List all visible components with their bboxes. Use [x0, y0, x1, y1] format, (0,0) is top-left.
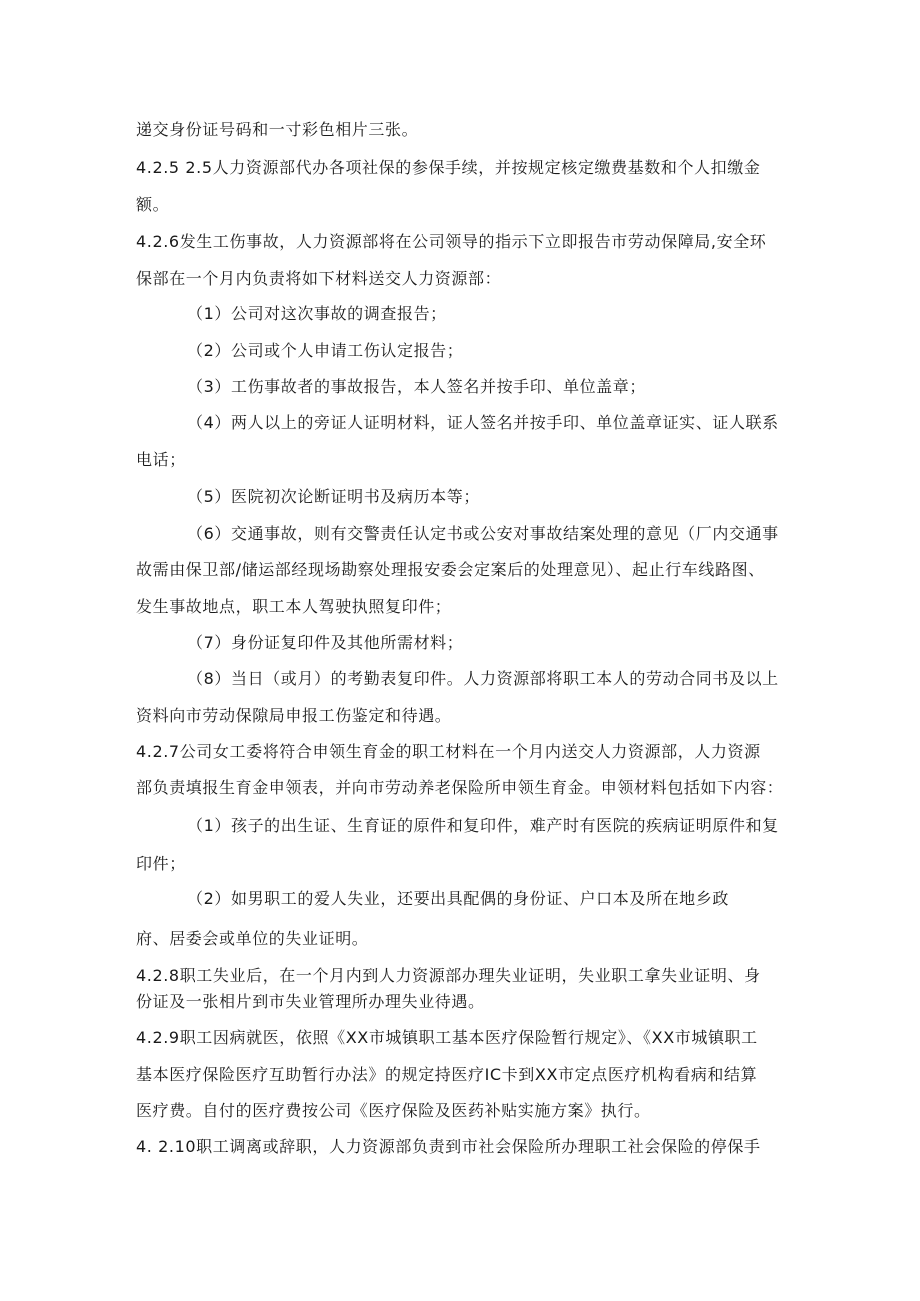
text-line: 资料向市劳动保隙局申报工伤鉴定和待遇。: [136, 706, 452, 725]
text-line: （5）医院初次论断证明书及病历本等；: [187, 487, 480, 506]
text-line: 府、居委会或单位的失业证明。: [136, 929, 369, 948]
text-line: 4.2.9职工因病就医，依照《XX市城镇职工基本医疗保险暂行规定》、《XX市城镇职工: [136, 1028, 758, 1047]
text-line: 医疗费。自付的医疗费按公司《医疗保险及医药补贴实施方案》执行。: [136, 1101, 651, 1120]
text-line: （7）身份证复印件及其他所需材料；: [187, 633, 464, 652]
text-line: 4.2.7公司女工委将符合申领生育金的职工材料在一个月内送交人力资源部，人力资源: [136, 742, 761, 761]
text-line: （4）两人以上的旁证人证明材料，证人签名并按手印、单位盖章证实、证人联系: [187, 413, 779, 432]
text-line: 故需由保卫部/储运部经现场勘察处理报安委会定案后的处理意见）、起止行车线路图、: [136, 560, 765, 579]
text-line: 4.2.8职工失业后，在一个月内到人力资源部办理失业证明，失业职工拿失业证明、身: [136, 966, 761, 985]
text-line: 份证及一张相片到市失业管理所办理失业待遇。: [136, 992, 485, 1011]
text-line: （1）公司对这次事故的调查报告；: [187, 304, 447, 323]
text-line: （8）当日（或月）的考勤表复印件。人力资源部将职工本人的劳动合同书及以上: [187, 669, 779, 688]
text-line: （2）如男职工的爱人失业，还要出具配偶的身份证、户口本及所在地乡政: [187, 889, 729, 908]
text-line: （2）公司或个人申请工伤认定报告；: [187, 341, 464, 360]
text-line: （3）工伤事故者的事故报告，本人签名并按手印、单位盖章；: [187, 377, 646, 396]
text-line: 保部在一个月内负责将如下材料送交人力资源部：: [136, 269, 502, 288]
text-line: 发生事故地点，职工本人驾驶执照复印件；: [136, 597, 452, 616]
text-line: （1）孩子的出生证、生育证的原件和复印件，难产时有医院的疾病证明原件和复: [187, 816, 779, 835]
text-line: 递交身份证号码和一寸彩色相片三张。: [136, 120, 419, 139]
text-line: 4. 2.10职工调离或辞职，人力资源部负责到市社会保险所办理职工社会保险的停保手: [136, 1137, 761, 1156]
text-line: （6）交通事故，则有交警责任认定书或公安对事故结案处理的意见（厂内交通事: [187, 524, 779, 543]
text-line: 印件；: [136, 854, 186, 873]
text-line: 额。: [136, 195, 170, 214]
text-line: 电话；: [136, 450, 186, 469]
text-line: 4.2.6发生工伤事故，人力资源部将在公司领导的指示下立即报告市劳动保障局,安全环: [136, 232, 767, 251]
text-line: 基本医疗保险医疗互助暂行办法》的规定持医疗IC卡到XX市定点医疗机构看病和结算: [136, 1065, 758, 1084]
text-line: 4.2.5 2.5人力资源部代办各项社保的参保手续，并按规定核定缴费基数和个人扣缴金: [136, 158, 761, 177]
text-line: 部负责填报生育金申领表，并向市劳动养老保险所申领生育金。申领材料包括如下内容：: [136, 778, 784, 797]
